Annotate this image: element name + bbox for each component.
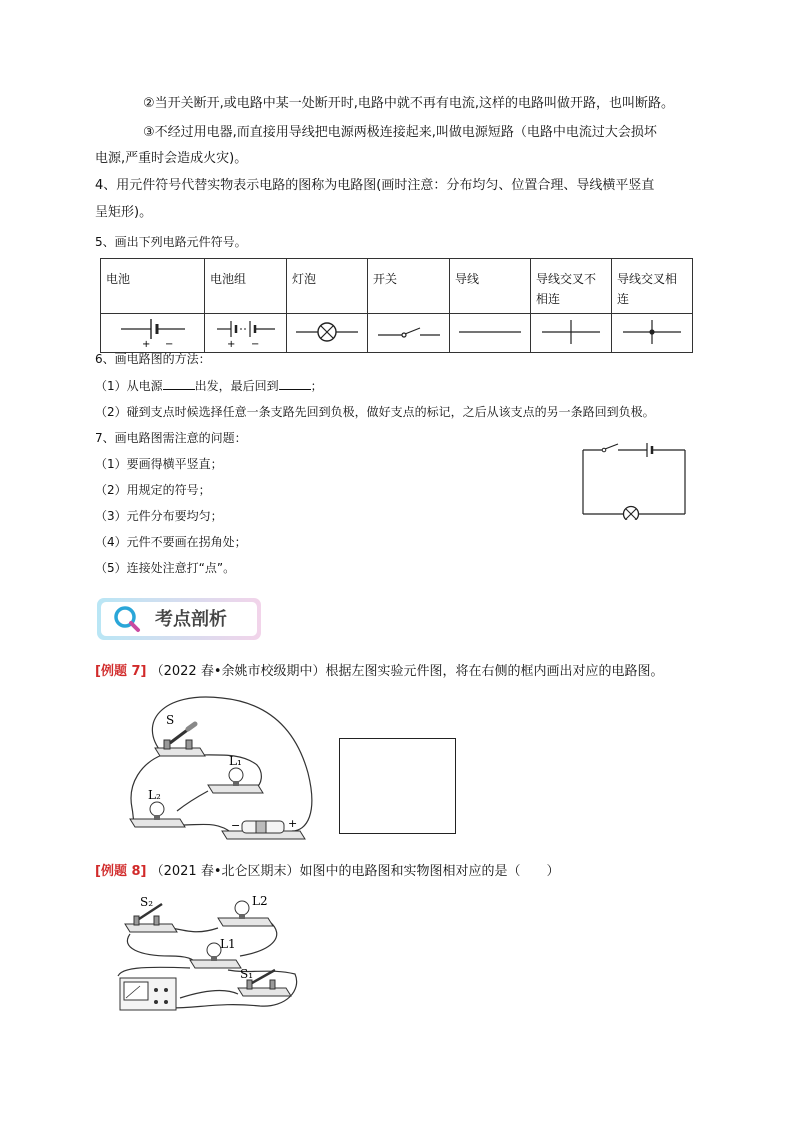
text-method-step2: （2）碰到支点时候选择任意一条支路先回到负极，做好支点的标记，之后从该支点的另一条路回到负极。 bbox=[95, 405, 655, 419]
header-wires-joined: 导线交叉相连 bbox=[617, 272, 678, 306]
text-method-title: 6、画电路图的方法： bbox=[95, 352, 211, 366]
battery-symbol bbox=[101, 314, 205, 353]
text-notes-title: 7、画电路图需注意的问题： bbox=[95, 431, 247, 445]
header-battery-pack: 电池组 bbox=[210, 272, 247, 286]
svg-text:−: − bbox=[250, 338, 259, 349]
switch-symbol bbox=[368, 314, 450, 353]
wires-not-joined-symbol bbox=[531, 314, 612, 353]
text-circuit-diagram-def: 4、用元件符号代替实物表示电路的图称为电路图(画时注意：分布均匀、位置合理、导线横平竖直 bbox=[95, 178, 655, 193]
example7-physical-circuit bbox=[122, 693, 322, 853]
note-item: （4）元件不要画在拐角处； bbox=[95, 535, 247, 549]
note-item: （5）连接处注意打“点”。 bbox=[95, 561, 236, 575]
example7-text: （2022 春•余姚市校级期中）根据左图实验元件图，将在右侧的框内画出对应的电路图。 bbox=[150, 664, 664, 679]
label-l2: L₂ bbox=[148, 788, 161, 802]
note-item: （3）元件分布要均匀； bbox=[95, 509, 223, 523]
text-short-circuit-cont: 电源,严重时会造成火灾)。 bbox=[95, 151, 248, 166]
text-short-circuit: ③不经过用电器,而直接用导线把电源两极连接起来,叫做电源短路（电路中电流过大会损坏 bbox=[143, 125, 657, 140]
example7-tag: [例题 7] bbox=[95, 664, 147, 679]
example-circuit-diagram bbox=[578, 440, 690, 520]
header-wire: 导线 bbox=[455, 272, 480, 286]
svg-text:−: − bbox=[164, 338, 173, 349]
example8-physical-circuit bbox=[110, 890, 310, 1015]
svg-text:+: + bbox=[141, 338, 150, 349]
symbol-table bbox=[100, 258, 693, 353]
text-circuit-diagram-def-cont: 呈矩形)。 bbox=[95, 205, 153, 220]
header-wires-not-joined: 导线交叉不相连 bbox=[536, 272, 597, 306]
header-bulb: 灯泡 bbox=[292, 272, 317, 286]
answer-box[interactable] bbox=[339, 738, 456, 834]
label-l1: L₁ bbox=[229, 754, 242, 768]
label-l1-ex8: L1 bbox=[220, 937, 236, 951]
bulb-symbol bbox=[287, 314, 368, 353]
example7-question bbox=[95, 663, 664, 681]
label-plus: + bbox=[288, 817, 298, 830]
blank-2[interactable] bbox=[279, 377, 311, 390]
example8-tag: [例题 8] bbox=[95, 864, 147, 879]
wires-joined-symbol bbox=[612, 314, 693, 353]
example8-text: （2021 春•北仑区期末）如图中的电路图和实物图相对应的是（ ） bbox=[150, 864, 560, 879]
note-item: （2）用规定的符号； bbox=[95, 483, 211, 497]
example8-question bbox=[95, 863, 560, 881]
svg-text:+: + bbox=[226, 338, 235, 349]
note-item: （1）要画得横平竖直； bbox=[95, 457, 223, 471]
text-open-circuit: ②当开关断开,或电路中某一处断开时,电路中就不再有电流,这样的电路叫做开路，也叫断路。 bbox=[143, 96, 675, 111]
wire-symbol bbox=[450, 314, 531, 353]
text-method-step1: （1）从电源 出发，最后回到 ； bbox=[95, 379, 323, 393]
label-l2-ex8: L2 bbox=[252, 894, 268, 908]
label-s2: S₂ bbox=[140, 895, 154, 909]
text-draw-symbols: 5、画出下列电路元件符号。 bbox=[95, 235, 247, 249]
badge-label: 考点剖析 bbox=[155, 609, 227, 630]
battery-pack-symbol bbox=[205, 314, 287, 353]
header-battery: 电池 bbox=[106, 272, 131, 286]
label-s: S bbox=[166, 713, 175, 727]
blank-1[interactable] bbox=[163, 377, 195, 390]
label-minus: − bbox=[231, 819, 241, 832]
label-s1: S₁ bbox=[240, 967, 254, 981]
header-switch: 开关 bbox=[373, 272, 398, 286]
section-badge bbox=[95, 596, 263, 642]
